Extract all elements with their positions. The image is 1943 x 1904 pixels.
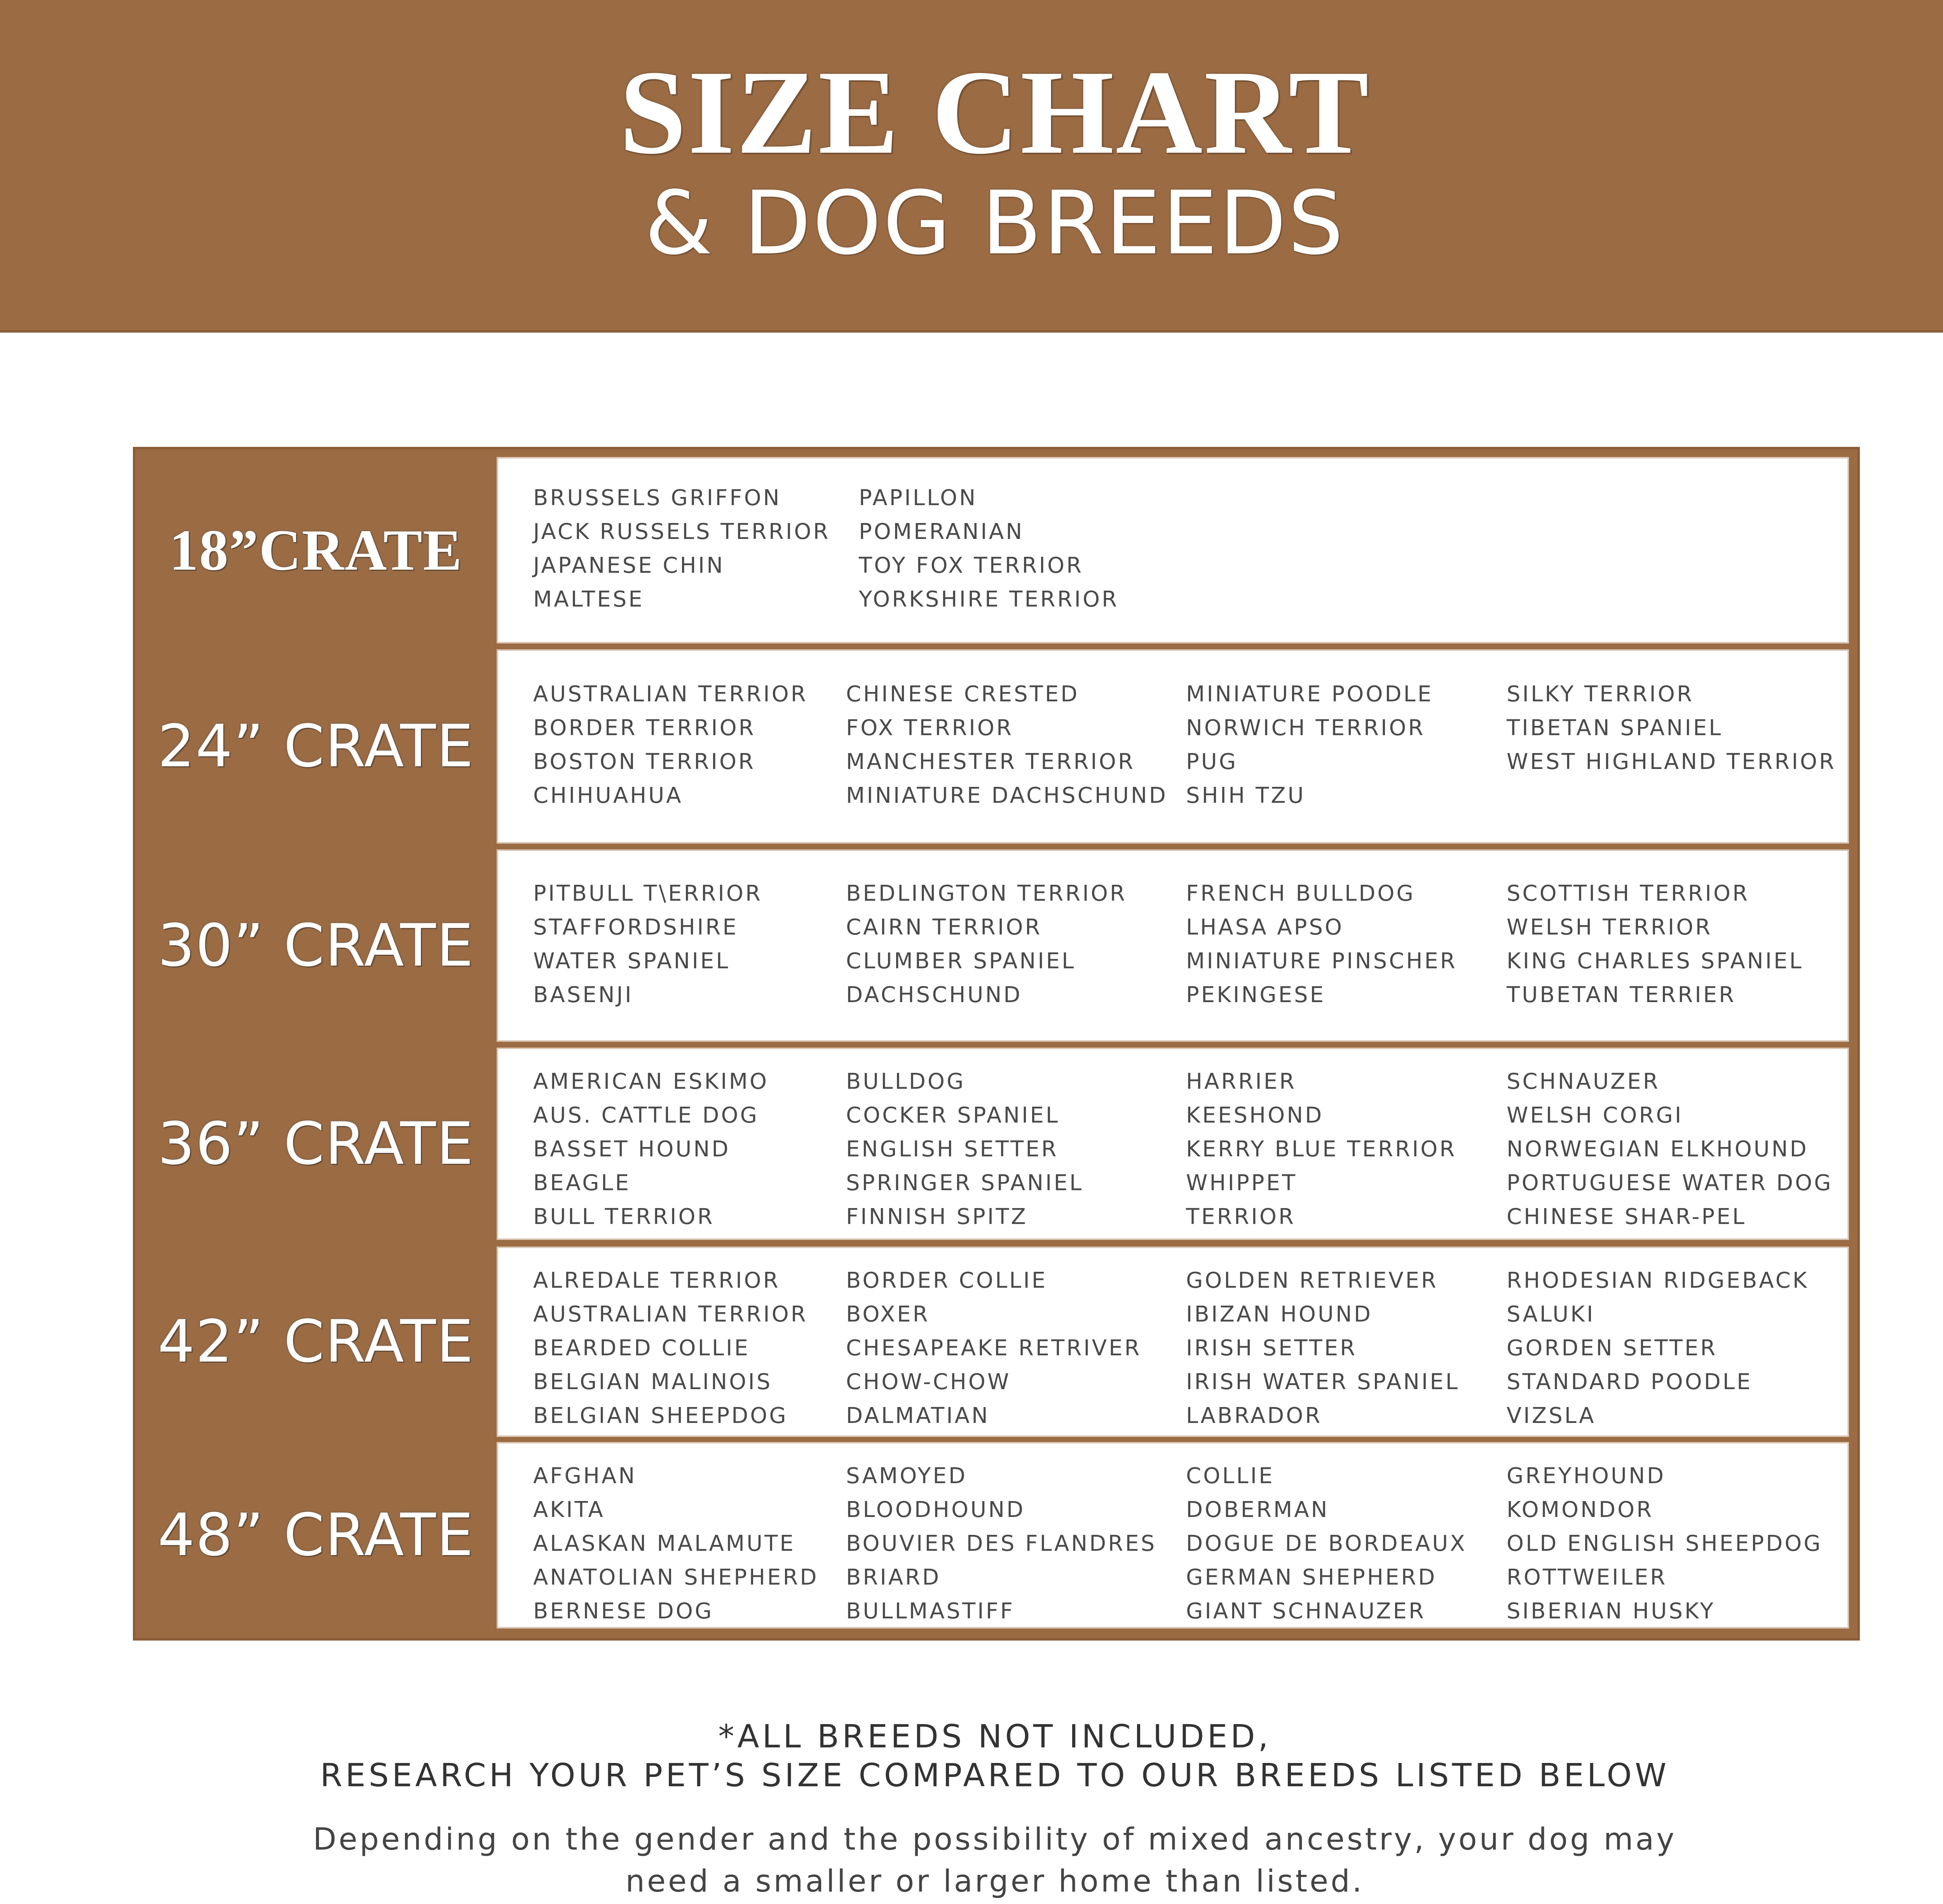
breed-name: MINIATURE DACHSCHUND	[846, 783, 1168, 808]
breed-name: KING CHARLES SPANIEL	[1507, 949, 1803, 974]
breed-name: CHOW-CHOW	[846, 1369, 1011, 1395]
crate-size-label: 42” CRATE	[157, 1308, 474, 1376]
breed-column	[533, 1264, 808, 1433]
breed-column	[1186, 677, 1433, 813]
breed-name: JACK RUSSELS TERRIOR	[533, 519, 830, 544]
breed-name: PEKINGESE	[1186, 982, 1326, 1008]
page-title: SIZE CHART	[619, 46, 1371, 179]
breed-name: ENGLISH SETTER	[846, 1137, 1059, 1162]
breed-name: WATER SPANIEL	[533, 949, 730, 974]
breed-name: PUG	[1186, 749, 1238, 774]
breed-name: BEAGLE	[533, 1170, 631, 1196]
breed-name: GREYHOUND	[1507, 1463, 1666, 1489]
breed-name: BELGIAN MALINOIS	[533, 1369, 773, 1395]
breed-column	[1186, 1264, 1460, 1433]
breed-name: YORKSHIRE TERRIOR	[859, 587, 1119, 612]
breed-name: HARRIER	[1186, 1069, 1297, 1094]
breed-column	[1507, 1065, 1833, 1234]
breed-name: GOLDEN RETRIEVER	[1186, 1268, 1438, 1293]
disclaimer-line1: Depending on the gender and the possibility of mixed ancestry, your dog may	[313, 1822, 1677, 1857]
breed-list-cell	[497, 1442, 1849, 1629]
breed-name: FOX TERRIOR	[846, 715, 1013, 741]
breed-list-cell	[497, 849, 1849, 1042]
breed-name: AUSTRALIAN TERRIOR	[533, 1302, 808, 1327]
breed-name: SIBERIAN HUSKY	[1507, 1599, 1715, 1624]
breed-name: BEARDED COLLIE	[533, 1336, 750, 1361]
breed-name: JAPANESE CHIN	[533, 553, 725, 578]
breed-name: AFGHAN	[533, 1463, 637, 1489]
crate-size-label: 24” CRATE	[157, 713, 474, 780]
breed-name: SILKY TERRIOR	[1507, 682, 1694, 707]
breed-name: BULLMASTIFF	[846, 1599, 1015, 1624]
breed-name: ALASKAN MALAMUTE	[533, 1531, 795, 1556]
breed-list-cell	[497, 1048, 1849, 1240]
breed-list-cell	[497, 457, 1849, 643]
breed-name: DOGUE DE BORDEAUX	[1186, 1531, 1467, 1556]
breed-name: STANDARD POODLE	[1507, 1369, 1753, 1395]
breed-name: PAPILLON	[859, 485, 978, 511]
breed-name: PORTUGUESE WATER DOG	[1507, 1170, 1833, 1196]
breed-name: KEESHOND	[1186, 1103, 1324, 1128]
breed-column	[1186, 1065, 1456, 1234]
breed-name: WELSH CORGI	[1507, 1103, 1683, 1128]
breeds-note-line2: RESEARCH YOUR PET’S SIZE COMPARED TO OUR BREEDS LISTED BELOW	[320, 1757, 1670, 1794]
breed-name: SAMOYED	[846, 1463, 967, 1489]
breed-column	[533, 677, 808, 813]
breed-column	[846, 1264, 1141, 1433]
breed-column	[1507, 877, 1803, 1012]
breed-name: CHINESE SHAR-PEL	[1507, 1204, 1746, 1229]
breed-name: CHESAPEAKE RETRIVER	[846, 1336, 1142, 1361]
breed-name: AKITA	[533, 1497, 605, 1522]
breed-name: KOMONDOR	[1507, 1497, 1654, 1522]
breed-name: WEST HIGHLAND TERRIOR	[1507, 749, 1836, 774]
breed-name: POMERANIAN	[859, 519, 1024, 544]
breed-name: LHASA APSO	[1186, 915, 1344, 940]
page-subtitle: & DOG BREEDS	[644, 173, 1345, 274]
crate-size-label: 48” CRATE	[157, 1501, 474, 1569]
breed-column	[1507, 677, 1836, 779]
breed-name: WELSH TERRIOR	[1507, 915, 1713, 940]
breed-name: LABRADOR	[1186, 1403, 1322, 1428]
breed-column	[533, 1065, 769, 1234]
header-banner	[0, 0, 1943, 333]
breed-name: SPRINGER SPANIEL	[846, 1170, 1084, 1196]
breed-column	[859, 481, 1119, 616]
breed-name: SCOTTISH TERRIOR	[1507, 881, 1750, 906]
breed-name: DALMATIAN	[846, 1403, 990, 1428]
breed-name: ANATOLIAN SHEPHERD	[533, 1565, 819, 1590]
breed-name: CAIRN TERRIOR	[846, 915, 1042, 940]
breed-name: KERRY BLUE TERRIOR	[1186, 1137, 1457, 1162]
breed-name: MINIATURE POODLE	[1186, 682, 1434, 707]
crate-size-table	[133, 447, 1860, 1641]
breed-column	[533, 877, 762, 1012]
breed-name: MINIATURE PINSCHER	[1186, 949, 1457, 974]
breed-name: SCHNAUZER	[1507, 1069, 1660, 1094]
breed-name: SALUKI	[1507, 1302, 1595, 1327]
breed-name: AMERICAN ESKIMO	[533, 1069, 769, 1094]
breed-name: WHIPPET	[1186, 1170, 1298, 1196]
breed-name: BORDER COLLIE	[846, 1268, 1048, 1293]
breed-name: MANCHESTER TERRIOR	[846, 749, 1135, 774]
breed-name: PITBULL T\ERRIOR	[533, 881, 762, 906]
breed-list-cell	[497, 649, 1849, 844]
breed-name: BERNESE DOG	[533, 1599, 714, 1624]
disclaimer-line2: need a smaller or larger home than listed.	[625, 1864, 1364, 1899]
breed-name: IRISH WATER SPANIEL	[1186, 1369, 1460, 1395]
breed-name: GIANT SCHNAUZER	[1186, 1599, 1426, 1624]
breed-name: ROTTWEILER	[1507, 1565, 1667, 1590]
breed-name: FINNISH SPITZ	[846, 1204, 1028, 1229]
breed-name: BLOODHOUND	[846, 1497, 1026, 1522]
breed-name: BULLDOG	[846, 1069, 966, 1094]
breed-name: IBIZAN HOUND	[1186, 1302, 1373, 1327]
breed-name: BASENJI	[533, 982, 633, 1008]
breed-name: BASSET HOUND	[533, 1137, 731, 1162]
size-disclaimer	[0, 1819, 1943, 1902]
breed-name: BOSTON TERRIOR	[533, 749, 755, 774]
breed-name: DACHSCHUND	[846, 982, 1022, 1008]
breed-name: CLUMBER SPANIEL	[846, 949, 1076, 974]
breed-name: BELGIAN SHEEPDOG	[533, 1403, 788, 1428]
breed-column	[533, 481, 830, 616]
breed-name: TUBETAN TERRIER	[1507, 982, 1736, 1008]
breed-name: FRENCH BULLDOG	[1186, 881, 1415, 906]
breed-name: MALTESE	[533, 587, 644, 612]
breed-name: GORDEN SETTER	[1507, 1336, 1718, 1361]
breed-name: NORWICH TERRIOR	[1186, 715, 1425, 741]
breed-name: AUS. CATTLE DOG	[533, 1103, 759, 1128]
breed-column	[1507, 1459, 1823, 1628]
breed-name: TERRIOR	[1186, 1204, 1296, 1229]
crate-size-label: 30” CRATE	[157, 912, 474, 980]
breed-column	[846, 1459, 1156, 1628]
breed-column	[846, 1065, 1083, 1234]
breed-name: TOY FOX TERRIOR	[859, 553, 1084, 578]
breed-name: OLD ENGLISH SHEEPDOG	[1507, 1531, 1823, 1556]
breed-name: SHIH TZU	[1186, 783, 1306, 808]
breed-name: BOXER	[846, 1302, 930, 1327]
breed-name: STAFFORDSHIRE	[533, 915, 738, 940]
breed-column	[846, 677, 1168, 813]
breed-name: RHODESIAN RIDGEBACK	[1507, 1268, 1809, 1293]
breed-column	[1507, 1264, 1809, 1433]
breed-name: GERMAN SHEPHERD	[1186, 1565, 1437, 1590]
breed-column	[846, 877, 1127, 1012]
breed-name: CHINESE CRESTED	[846, 682, 1080, 707]
breed-list-cell	[497, 1247, 1849, 1437]
breed-name: NORWEGIAN ELKHOUND	[1507, 1137, 1809, 1162]
breed-name: COLLIE	[1186, 1463, 1275, 1489]
breed-name: AUSTRALIAN TERRIOR	[533, 682, 808, 707]
breed-name: BEDLINGTON TERRIOR	[846, 881, 1127, 906]
breed-name: ALREDALE TERRIOR	[533, 1268, 780, 1293]
breed-name: BRUSSELS GRIFFON	[533, 485, 781, 511]
breed-name: COCKER SPANIEL	[846, 1103, 1060, 1128]
crate-size-label: 18”CRATE	[169, 518, 463, 582]
breed-name: BOUVIER DES FLANDRES	[846, 1531, 1157, 1556]
crate-size-label: 36” CRATE	[157, 1110, 474, 1178]
breed-name: VIZSLA	[1507, 1403, 1596, 1428]
breed-column	[1186, 877, 1457, 1012]
breed-name: TIBETAN SPANIEL	[1507, 715, 1723, 741]
breed-column	[533, 1459, 819, 1628]
breed-name: DOBERMAN	[1186, 1497, 1329, 1522]
breed-name: IRISH SETTER	[1186, 1336, 1357, 1361]
breed-name: CHIHUAHUA	[533, 783, 683, 808]
breed-column	[1186, 1459, 1467, 1628]
breed-name: BORDER TERRIOR	[533, 715, 756, 741]
breed-name: BRIARD	[846, 1565, 941, 1590]
breeds-note-line1: *ALL BREEDS NOT INCLUDED,	[718, 1718, 1271, 1755]
breed-name: BULL TERRIOR	[533, 1204, 715, 1229]
